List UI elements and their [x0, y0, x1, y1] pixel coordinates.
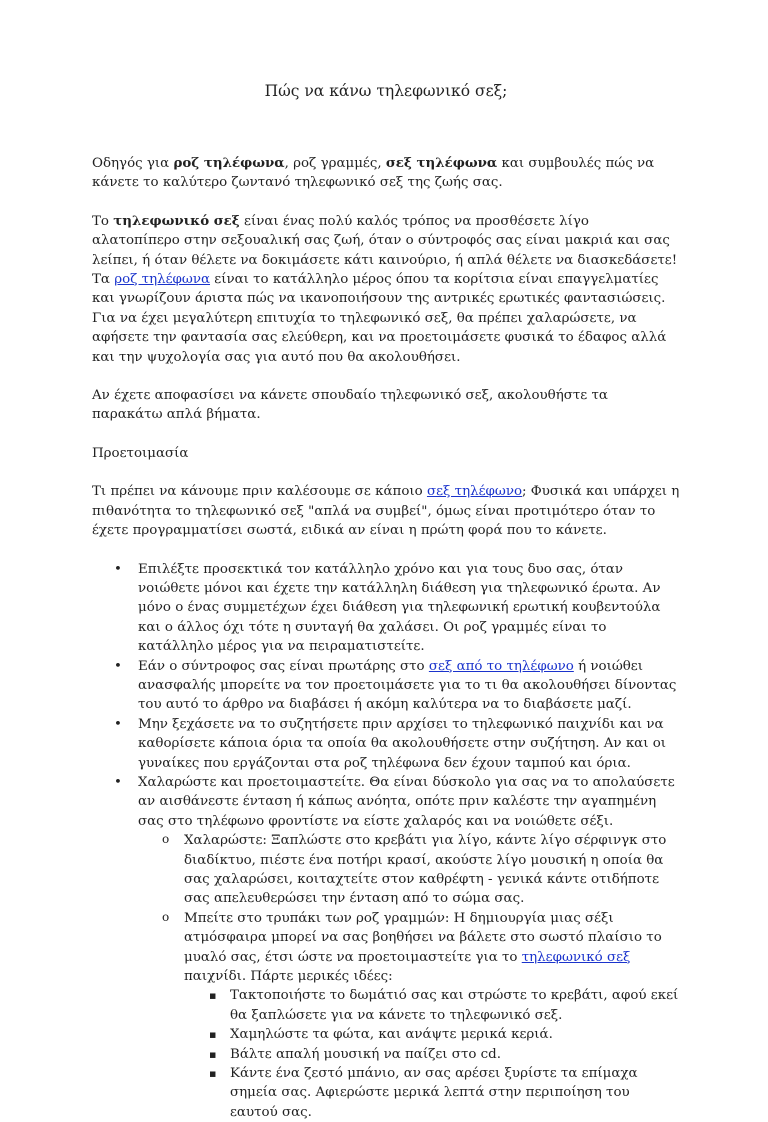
- b2-text-1: Εάν ο σύντροφος σας είναι πρωτάρης στο: [138, 659, 429, 674]
- p4-text-1: Τι πρέπει να κάνουμε πριν καλέσουμε σε κάποιο: [92, 484, 427, 499]
- p2-text-1: Το: [92, 214, 113, 229]
- sub2-text-2: παιχνίδι. Πάρτε μερικές ιδέες:: [184, 969, 393, 984]
- paragraph-4: [92, 482, 680, 540]
- list-item: [92, 773, 680, 1122]
- list-item: • Μην ξεχάσετε να το συζητήσετε πριν αρχίσει το τηλεφωνικό παιχνίδι και να καθορίσετε κάποια όρια τα οποία θα ακολουθήσετε στην συζήτηση. Αν και οι γυναίκες που εργάζονται στα ροζ τηλέφωνα δεν έχουν ταμπού και όρια.: [92, 715, 680, 773]
- b4-text: Χαλαρώστε και προετοιμαστείτε. Θα είναι δύσκολο για σας να το απολαύσετε αν αισθάνεστε ένταση ή κάπως ανόητα, οπότε πριν καλέστε την αγαπημένη σας στο τηλέφωνο φροντίστε να είστε χαλαρός και να νοιώθετε σέξι.: [138, 775, 675, 829]
- intro-bold-1: ροζ τηλέφωνα: [173, 155, 284, 171]
- intro-text-2: , ροζ γραμμές,: [285, 156, 386, 171]
- link-sex-apo-tilefono[interactable]: σεξ από το τηλέφωνο: [429, 659, 574, 674]
- sub-sub-list-item: ▪ Τακτοποιήστε το δωμάτιό σας και στρώστε το κρεβάτι, αφού εκεί θα ξαπλώσετε για να κάνετε το τηλεφωνικό σεξ.: [184, 986, 680, 1025]
- sub-sub-list: [184, 986, 680, 1122]
- p4-text-2: ; Φυσικά και υπάρχει η πιθανότητα το τηλεφωνικό σεξ "απλά να συμβεί", όμως είναι προτιμότερο όταν το έχετε προγραμματίσει σωστά, ειδικά αν είναι η πρώτη φορά που το κάνετε.: [92, 484, 679, 538]
- intro-paragraph: [92, 154, 680, 193]
- list-item: • Επιλέξτε προσεκτικά τον κατάλληλο χρόνο και για τους δυο σας, όταν νοιώθετε μόνοι και έχετε την κατάλληλη διάθεση για τηλεφωνικό έρωτα. Αν μόνο ο ένας συμμετέχων έχει διάθεση για τηλεφωνική ερωτική κουβεντούλα και ο άλλος όχι τότε η συνταγή θα χαλάσει. Οι ροζ γραμμές είναι το κατάλληλο μέρος για να πειραματιστείτε.: [92, 560, 680, 657]
- paragraph-2: [92, 212, 680, 367]
- intro-bold-2: σεξ τηλέφωνα: [386, 155, 497, 171]
- p2-bold-1: τηλεφωνικό σεξ: [113, 213, 240, 229]
- sub-list-item: [138, 909, 680, 1122]
- intro-text-1: Οδηγός για: [92, 156, 173, 171]
- b2-text-2: ή νοιώθει ανασφαλής μπορείτε να τον προετοιμάσετε για το τι θα ακολουθήσει δίνοντας του αυτό το άρθρο να διαβάσει ή ακόμη καλύτερα να το διαβάσετε μαζί.: [138, 659, 676, 713]
- list-item: [92, 657, 680, 715]
- p2-text-2: είναι ένας πολύ καλός τρόπος να προσθέσετε λίγο αλατοπίπερο στην σεξουαλική σας ζωή, όταν ο σύντροφός σας είναι μακριά και σας λείπει, ή όταν θέλετε να δοκιμάσετε κάτι καινούριο, ή απλά θέλετε να διασκεδάσετε! Τα: [92, 214, 677, 287]
- link-roz-tilefona[interactable]: ροζ τηλέφωνα: [114, 272, 210, 287]
- link-tilefoniko-sex[interactable]: τηλεφωνικό σεξ: [522, 950, 631, 965]
- page-title: Πώς να κάνω τηλεφωνικό σεξ;: [92, 80, 680, 102]
- sub-list: [138, 831, 680, 1122]
- intro-text-3: και συμβουλές πώς να κάνετε το καλύτερο ζωντανό τηλεφωνικό σεξ της ζωής σας.: [92, 156, 654, 190]
- p2-text-3: είναι το κατάλληλο μέρος όπου τα κορίτσια είναι επαγγελματίες και γνωρίζουν άριστα πώς να ικανοποιήσουν της αντρικές ερωτικές φαντασιώσεις. Για να έχει μεγαλύτερη επιτυχία το τηλεφωνικό σεξ, θα πρέπει χαλαρώσετε, να αφήσετε την φαντασία σας ελεύθερη, και να προετοιμάσετε φυσικά το έδαφος αλλά και την ψυχολογία σας για αυτό που θα ακολουθήσει.: [92, 272, 666, 365]
- link-sex-tilefono[interactable]: σεξ τηλέφωνο: [427, 484, 522, 499]
- section-heading: Προετοιμασία: [92, 444, 680, 463]
- bullet-list: [92, 560, 680, 1122]
- sub-sub-list-item: ▪ Χαμηλώστε τα φώτα, και ανάψτε μερικά κεριά.: [184, 1025, 680, 1044]
- sub2-text-1: Μπείτε στο τρυπάκι των ροζ γραμμών: Η δημιουργία μιας σέξι ατμόσφαιρα μπορεί να σας βοηθήσει να βάλετε στο σωστό πλαίσιο το μυαλό σας, έτσι ώστε να προετοιμαστείτε για το: [184, 911, 662, 965]
- sub-sub-list-item: ▪ Κάντε ένα ζεστό μπάνιο, αν σας αρέσει ξυρίστε τα επίμαχα σημεία σας. Αφιερώστε μερικά λεπτά στην περιποίηση του εαυτού σας.: [184, 1064, 680, 1122]
- paragraph-3: Αν έχετε αποφασίσει να κάνετε σπουδαίο τηλεφωνικό σεξ, ακολουθήστε τα παρακάτω απλά βήματα.: [92, 386, 680, 425]
- sub-list-item: o Χαλαρώστε: Ξαπλώστε στο κρεβάτι για λίγο, κάντε λίγο σέρφινγκ στο διαδίκτυο, πιέστε ένα ποτήρι κρασί, ακούστε λίγο μουσική η οποία θα σας χαλαρώσει, κοιταχτείτε στον καθρέφτη - γενικά κάντε οτιδήποτε σας απελευθερώσει την ένταση από το σώμα σας.: [138, 831, 680, 909]
- sub-sub-list-item: ▪ Βάλτε απαλή μουσική να παίζει στο cd.: [184, 1045, 680, 1064]
